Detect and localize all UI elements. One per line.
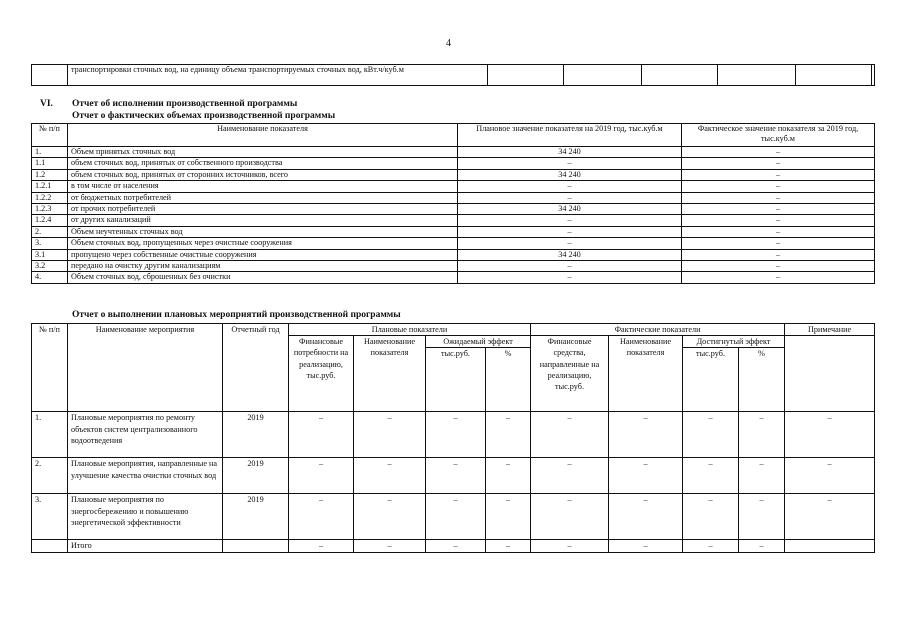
col-header-plan-effect: Ожидаемый эффект — [426, 336, 531, 348]
total-value: – — [426, 540, 486, 552]
row-measure-name: Плановые мероприятия по энергосбережению и повышению энергетической эффективности — [68, 494, 223, 540]
table-row — [32, 412, 875, 458]
row-plan: – — [458, 192, 682, 203]
total-value: – — [739, 540, 785, 552]
row-num: 1.2.3 — [32, 203, 68, 214]
col-header-num: № п/п — [32, 324, 68, 412]
row-value: – — [426, 412, 486, 458]
row-measure-name: Плановые мероприятия, направленные на улучшение качества очистки сточных вод — [68, 458, 223, 494]
row-fact: – — [682, 169, 875, 180]
row-value: – — [531, 494, 609, 540]
row-name: Объем принятых сточных вод — [68, 147, 458, 158]
col-header-name: Наименование показателя — [68, 124, 458, 147]
row-plan: – — [458, 272, 682, 283]
volumes-table — [31, 123, 875, 284]
subtitle-measures: Отчет о выполнении плановых мероприятий производственной программы — [72, 310, 401, 320]
row-num: 1. — [32, 412, 68, 458]
total-value: – — [486, 540, 531, 552]
row-fact: – — [682, 260, 875, 271]
row-name: от прочих потребителей — [68, 203, 458, 214]
row-num: 1.2.1 — [32, 181, 68, 192]
row-fact: – — [682, 203, 875, 214]
row-name: Объем сточных вод, сброшенных без очистки — [68, 272, 458, 283]
row-plan: 34 240 — [458, 147, 682, 158]
row-plan: – — [458, 260, 682, 271]
col-header-plan-thous: тыс.руб. — [426, 348, 486, 412]
row-value: – — [785, 458, 875, 494]
row-fact: – — [682, 181, 875, 192]
col-header-plan-group: Плановые показатели — [289, 324, 531, 336]
row-plan: – — [458, 158, 682, 169]
row-num: 1.2 — [32, 169, 68, 180]
row-name: объем сточных вод, принятых от собственного производства — [68, 158, 458, 169]
row-value: – — [426, 458, 486, 494]
row-value: – — [609, 494, 683, 540]
row-num: 2. — [32, 458, 68, 494]
row-value: – — [289, 458, 354, 494]
row-num: 2. — [32, 226, 68, 237]
col-header-plan-ind: Наименование показателя — [354, 336, 426, 412]
row-measure-name: Плановые мероприятия по ремонту объектов систем централизованного водоотведения — [68, 412, 223, 458]
row-plan: 34 240 — [458, 249, 682, 260]
carryover-cell — [32, 65, 68, 86]
row-name: передано на очистку другим канализациям — [68, 260, 458, 271]
section-title: Отчет об исполнении производственной программы — [72, 99, 298, 109]
row-fact: – — [682, 272, 875, 283]
row-value: – — [785, 494, 875, 540]
row-year: 2019 — [223, 412, 289, 458]
row-value: – — [531, 412, 609, 458]
row-name: пропущено через собственные очистные сооружения — [68, 249, 458, 260]
table-row — [32, 458, 875, 494]
row-value: – — [486, 458, 531, 494]
row-fact: – — [682, 158, 875, 169]
row-value: – — [531, 458, 609, 494]
table-row — [32, 494, 875, 540]
row-value: – — [354, 412, 426, 458]
row-value: – — [739, 494, 785, 540]
row-name: от бюджетных потребителей — [68, 192, 458, 203]
table-row — [32, 215, 875, 226]
col-header-plan: Плановое значение показателя на 2019 год, тыс.куб.м — [458, 124, 682, 147]
carryover-text: транспортировки сточных вод, на единицу объема транспортируемых сточных вод, кВт.ч/куб.м — [68, 65, 488, 86]
row-value: – — [354, 458, 426, 494]
row-value: – — [486, 494, 531, 540]
col-header-fact-thous: тыс.руб. — [683, 348, 739, 412]
row-value: – — [486, 412, 531, 458]
row-value: – — [289, 494, 354, 540]
row-name: от других канализаций — [68, 215, 458, 226]
col-header-plan-pct: % — [486, 348, 531, 412]
row-num: 1.2.2 — [32, 192, 68, 203]
row-num: 1.1 — [32, 158, 68, 169]
row-value: – — [354, 494, 426, 540]
row-value: – — [739, 458, 785, 494]
row-value: – — [609, 412, 683, 458]
row-name: объем сточных вод, принятых от сторонних источников, всего — [68, 169, 458, 180]
row-name: Объем неучтенных сточных вод — [68, 226, 458, 237]
col-header-measure: Наименование мероприятия — [68, 324, 223, 412]
total-value: – — [609, 540, 683, 552]
table-row — [32, 260, 875, 271]
row-num: 1.2.4 — [32, 215, 68, 226]
total-value: – — [354, 540, 426, 552]
row-value: – — [426, 494, 486, 540]
row-value: – — [683, 412, 739, 458]
row-num: 1. — [32, 147, 68, 158]
carryover-table — [31, 64, 875, 86]
row-fact: – — [682, 226, 875, 237]
col-header-fact-fin: Финансовые средства, направленные на реализацию, тыс.руб. — [531, 336, 609, 412]
row-value: – — [289, 412, 354, 458]
section-number: VI. — [40, 99, 53, 109]
row-value: – — [609, 458, 683, 494]
row-plan: – — [458, 215, 682, 226]
table-row — [32, 181, 875, 192]
col-header-fact-group: Фактические показатели — [531, 324, 785, 336]
row-year: 2019 — [223, 494, 289, 540]
row-plan: – — [458, 226, 682, 237]
table-row — [32, 249, 875, 260]
total-row — [32, 540, 875, 552]
row-fact: – — [682, 238, 875, 249]
row-num: 3. — [32, 238, 68, 249]
total-value: – — [683, 540, 739, 552]
section-subtitle: Отчет о фактических объемах производственной программы — [72, 111, 336, 121]
row-fact: – — [682, 147, 875, 158]
row-plan: – — [458, 181, 682, 192]
row-fact: – — [682, 192, 875, 203]
col-header-fact-ind: Наименование показателя — [609, 336, 683, 412]
row-num: 3.2 — [32, 260, 68, 271]
row-plan: 34 240 — [458, 203, 682, 214]
col-header-fact-effect: Достигнутый эффект — [683, 336, 785, 348]
row-fact: – — [682, 215, 875, 226]
page-number: 4 — [446, 38, 451, 49]
table-row — [32, 226, 875, 237]
col-header-num: № п/п — [32, 124, 68, 147]
col-header-note: Примечание — [785, 324, 875, 336]
col-header-fact: Фактическое значение показателя за 2019 год, тыс.куб.м — [682, 124, 875, 147]
table-row — [32, 203, 875, 214]
row-year: 2019 — [223, 458, 289, 494]
row-num: 4. — [32, 272, 68, 283]
row-value: – — [683, 494, 739, 540]
col-header-fact-pct: % — [739, 348, 785, 412]
row-value: – — [739, 412, 785, 458]
table-row — [32, 238, 875, 249]
table-row — [32, 147, 875, 158]
measures-table — [31, 323, 875, 553]
row-plan: 34 240 — [458, 169, 682, 180]
row-num: 3. — [32, 494, 68, 540]
col-header-year: Отчетный год — [223, 324, 289, 412]
total-value: – — [531, 540, 609, 552]
row-num: 3.1 — [32, 249, 68, 260]
row-value: – — [785, 412, 875, 458]
row-name: Объем сточных вод, пропущенных через очистные сооружения — [68, 238, 458, 249]
col-header-plan-fin: Финансовые потребности на реализацию, тыс.руб. — [289, 336, 354, 412]
table-row — [32, 272, 875, 283]
table-row — [32, 192, 875, 203]
row-plan: – — [458, 238, 682, 249]
row-name: в том числе от населения — [68, 181, 458, 192]
table-row — [32, 169, 875, 180]
total-label: Итого — [68, 540, 223, 552]
row-fact: – — [682, 249, 875, 260]
table-row — [32, 158, 875, 169]
total-value: – — [289, 540, 354, 552]
row-value: – — [683, 458, 739, 494]
